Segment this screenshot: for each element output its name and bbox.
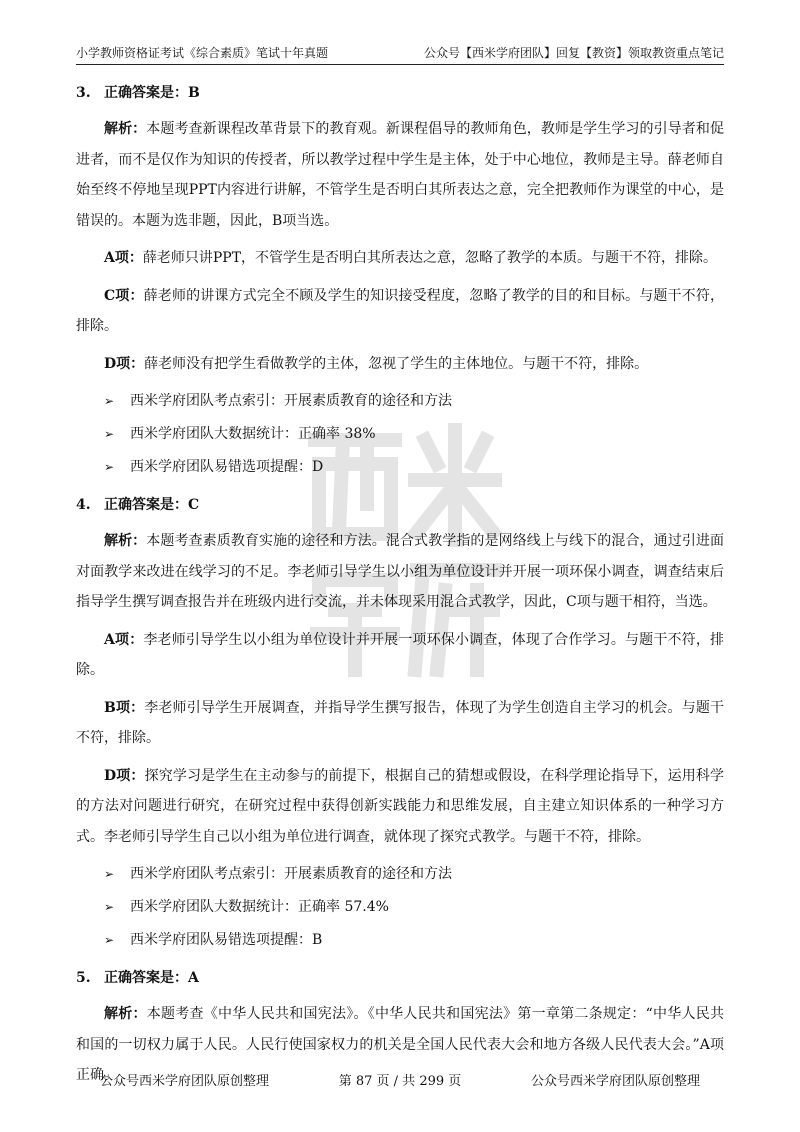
page-header: [76, 44, 724, 65]
footer-left: 公众号西米学府团队原创整理: [100, 1074, 270, 1089]
q3-bullet-error-text: 西米学府团队易错选项提醒：D: [130, 459, 324, 475]
q3-bullet-index: [76, 386, 724, 416]
q4-bullet-stats-text: 西米学府团队大数据统计：正确率 57.4%: [130, 899, 389, 915]
q3-bullet-stats: [76, 419, 724, 449]
q4-option-d-label: D项：: [104, 767, 145, 784]
q5-analysis-label: 解析：: [104, 1006, 147, 1022]
arrow-bullet-icon: ➢: [104, 900, 115, 914]
q3-option-c-label: C项：: [104, 287, 144, 304]
q3-option-a: [76, 243, 724, 274]
q4-bullet-error-text: 西米学府团队易错选项提醒：B: [130, 932, 323, 948]
q3-answer: [76, 78, 724, 108]
q4-option-a-text: 李老师引导学生以小组为单位设计并开展一项环保小调查，体现了合作学习。与题干不符，排除。: [76, 631, 724, 678]
q3-option-d-label: D项：: [104, 355, 145, 372]
q4-bullet-index: [76, 859, 724, 889]
q4-bullet-index-text: 西米学府团队考点索引：开展素质教育的途径和方法: [130, 866, 452, 882]
q4-option-b: [76, 693, 724, 754]
arrow-bullet-icon: ➢: [104, 867, 115, 881]
q5-answer-text: 正确答案是：A: [104, 970, 199, 986]
q4-bullet-stats: [76, 892, 724, 922]
q3-option-a-text: 薛老师只讲PPT，不管学生是否明白其所表达之意，忽略了教学的本质。与题干不符，排除。: [142, 250, 718, 266]
q4-option-b-text: 李老师引导学生开展调查，并指导学生撰写报告，体现了为学生创造自主学习的机会。与题干不符，排除。: [76, 699, 724, 746]
q3-option-d-text: 薛老师没有把学生看做教学的主体，忽视了学生的主体地位。与题干不符，排除。: [144, 355, 649, 372]
page-number: 第 87 页 / 共 299 页: [338, 1074, 462, 1089]
q4-bullet-error: [76, 925, 724, 955]
q4-analysis-text: 本题考查素质教育实施的途径和方法。混合式教学指的是网络线上与线下的混合，通过引进面对面教学来改进在线学习的不足。李老师引导学生以小组为单位设计并开展一项环保小调查，调查结束后指导学生撰写调查报告并在班级内进行交流，并未体现采用混合式教学，因此，C项与题干相符，当选。: [76, 533, 724, 610]
q4-number: 4.: [76, 497, 91, 513]
q4-option-d: [76, 761, 724, 853]
q5-analysis-text: 本题考查《中华人民共和国宪法》。《中华人民共和国宪法》第一章第二条规定：“中华人民共和国的一切权力属于人民。人民行使国家权力的机关是全国人民代表大会和地方各级人民代表大会。”A项正确。: [76, 1006, 725, 1083]
arrow-bullet-icon: ➢: [104, 394, 115, 408]
q3-bullet-error: [76, 452, 724, 482]
q3-option-c-text: 薛老师的讲课方式完全不顾及学生的知识接受程度，忽略了教学的目的和目标。与题干不符，排除。: [76, 287, 724, 334]
q4-analysis-label: 解析：: [104, 533, 147, 549]
header-promo: 公众号【西米学府团队】回复【教资】领取教资重点笔记: [423, 46, 724, 60]
arrow-bullet-icon: ➢: [104, 460, 115, 474]
q3-number: 3.: [76, 85, 91, 101]
q4-option-a-label: A项：: [104, 631, 144, 648]
q4-answer-text: 正确答案是：C: [104, 497, 200, 513]
q4-option-a: [76, 625, 724, 686]
q4-option-b-label: B项：: [104, 699, 145, 716]
page-content: [76, 76, 724, 1098]
q3-answer-text: 正确答案是：B: [104, 85, 200, 101]
q3-option-d: [76, 349, 724, 380]
q3-analysis-text: 本题考查新课程改革背景下的教育观。新课程倡导的教师角色，教师是学生学习的引导者和促进者，而不是仅作为知识的传授者，所以教学过程中学生是主体，处于中心地位，教师是主导。薛老师自始至终不停地呈现PPT内容进行讲解，不管学生是否明白其所表达之意，完全把教师作为课堂的中心，是错误的。本题为选非题，因此，B项当选。: [76, 121, 724, 229]
q3-option-a-label: A项：: [104, 250, 143, 266]
arrow-bullet-icon: ➢: [104, 427, 115, 441]
q3-analysis-label: 解析：: [104, 121, 147, 137]
q3-bullet-stats-text: 西米学府团队大数据统计：正确率 38%: [130, 426, 376, 442]
q4-answer: [76, 490, 724, 520]
q4-analysis: [76, 526, 724, 618]
q3-bullet-index-text: 西米学府团队考点索引：开展素质教育的途径和方法: [130, 393, 452, 409]
q3-analysis: [76, 114, 724, 236]
q3-option-c: [76, 281, 724, 342]
q5-number: 5.: [76, 970, 91, 986]
q5-answer: [76, 963, 724, 993]
arrow-bullet-icon: ➢: [104, 933, 115, 947]
q4-option-d-text: 探究学习是学生在主动参与的前提下，根据自己的猜想或假设，在科学理论指导下，运用科学的方法对问题进行研究，在研究过程中获得创新实践能力和思维发展，自主建立知识体系的一种学习方式。李老师引导学生自己以小组为单位进行调查，就体现了探究式教学。与题干不符，排除。: [76, 767, 725, 845]
footer-right: 公众号西米学府团队原创整理: [530, 1074, 700, 1089]
page-footer: [76, 1072, 724, 1094]
header-title: 小学教师资格证考试《综合素质》笔试十年真题: [76, 46, 329, 60]
